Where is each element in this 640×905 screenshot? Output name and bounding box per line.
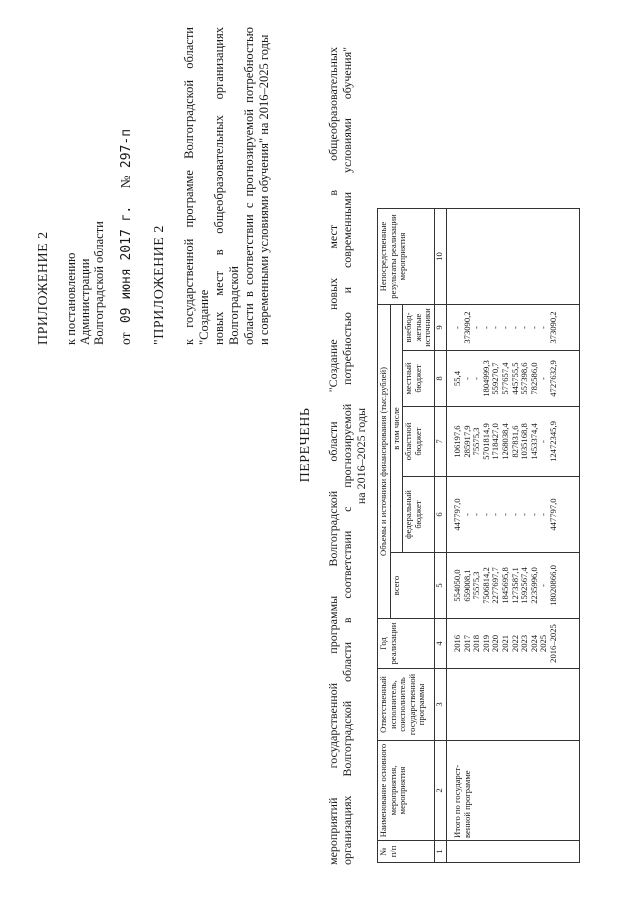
total-value: 18020866,0 xyxy=(547,565,558,606)
quote-line: и современными условиями обучения" на 2016–2025 годы xyxy=(257,34,271,345)
federal-value: - xyxy=(528,513,539,516)
regional-value: 1718427,0 xyxy=(490,423,501,460)
local-cell xyxy=(446,351,579,407)
year-value: 2018 xyxy=(471,634,482,653)
subtitle-line: на 2016–2025 годы xyxy=(354,407,368,505)
local-value: 55,4 xyxy=(451,370,462,387)
year-value: 2023 xyxy=(519,634,530,653)
number-prefix: № xyxy=(118,175,133,189)
federal-value: - xyxy=(519,513,530,516)
column-number-row xyxy=(434,209,446,863)
extra-value: - xyxy=(528,326,539,329)
column-number: 6 xyxy=(434,477,446,553)
total-value: 1273587,1 xyxy=(509,567,520,604)
local-value: 559270,7 xyxy=(490,362,501,395)
column-number: 7 xyxy=(434,407,446,477)
appendix-title: ПРИЛОЖЕНИЕ 2 xyxy=(36,231,51,345)
subtitle-line: организациях Волгоградской области в соответствии с прогнозируемой потребностью и современными условиями обучения" xyxy=(340,47,354,865)
regional-value: 285917,9 xyxy=(461,425,472,458)
total-value: - xyxy=(538,584,549,587)
federal-value: 447797,0 xyxy=(451,498,462,531)
regional-cell xyxy=(446,407,579,477)
column-number: 9 xyxy=(434,305,446,351)
local-value: - xyxy=(471,377,482,380)
regional-value: 12472345,9 xyxy=(547,421,558,462)
row-executor-cell xyxy=(446,669,579,741)
column-number: 1 xyxy=(434,841,446,863)
year-value: 2024 xyxy=(528,634,539,653)
regional-value: - xyxy=(538,440,549,443)
regional-value: 1453374,4 xyxy=(528,423,539,460)
federal-value: - xyxy=(490,513,501,516)
year-value: 2016–2025 xyxy=(547,624,558,663)
total-value: 7506814,2 xyxy=(480,567,491,604)
header-local: местный бюджет xyxy=(403,351,435,407)
column-number: 2 xyxy=(434,741,446,841)
header-including: в том числе xyxy=(390,305,403,553)
local-value: 577657,4 xyxy=(499,362,510,395)
year-value: 2020 xyxy=(490,634,501,653)
column-number: 4 xyxy=(434,619,446,669)
extra-value: - xyxy=(471,326,482,329)
year-value: 2022 xyxy=(509,634,520,653)
year-value: 2021 xyxy=(499,634,510,653)
appendix-line-1: к постановлению xyxy=(64,252,78,345)
decree-date: 09 июня 2017 г. xyxy=(119,205,134,324)
total-value: 2235996,0 xyxy=(528,567,539,604)
row-label: Итого по государст-венной программе xyxy=(446,741,579,841)
column-number: 3 xyxy=(434,669,446,741)
year-value: 2025 xyxy=(538,634,549,653)
local-value: 557398,6 xyxy=(519,362,530,395)
header-results: Непосредственные результаты реализации мероприятия xyxy=(378,209,435,305)
regional-value: 1268038,4 xyxy=(499,423,510,460)
header-activity-name: Наименование основного мероприятия, мероприятия xyxy=(378,741,435,841)
header-total: всего xyxy=(390,553,434,619)
local-value: - xyxy=(461,377,472,380)
extra-value: - xyxy=(499,326,510,329)
decree-date-line xyxy=(118,129,134,345)
local-value: 1804999,3 xyxy=(480,360,491,397)
extra-value: - xyxy=(480,326,491,329)
header-extra: внебюд-жетные источники xyxy=(403,305,435,351)
extra-cell xyxy=(446,305,579,351)
federal-value: - xyxy=(538,513,549,516)
extra-value: - xyxy=(509,326,520,329)
header-year: Год реализации xyxy=(378,619,435,669)
column-number: 5 xyxy=(434,553,446,619)
total-cell xyxy=(446,553,579,619)
date-prefix: от xyxy=(118,332,133,345)
table-row xyxy=(446,209,579,863)
row-number-cell xyxy=(446,841,579,863)
quote-line: области в соответствии с прогнозируемой потребностью xyxy=(242,27,256,345)
extra-value: 373090,2 xyxy=(461,311,472,344)
quote-title: "ПРИЛОЖЕНИЕ 2 xyxy=(152,225,167,345)
column-number: 8 xyxy=(434,351,446,407)
federal-value: - xyxy=(509,513,520,516)
federal-value: - xyxy=(461,513,472,516)
appendix-line-3: Волгоградской области xyxy=(92,221,106,345)
quote-line: новых мест в общеобразовательных организациях Волгоградской xyxy=(212,27,241,345)
regional-value: 5701814,9 xyxy=(480,423,491,460)
document-heading: ПЕРЕЧЕНЬ xyxy=(298,407,313,483)
local-value: 782586,0 xyxy=(528,362,539,395)
federal-value: 447797,0 xyxy=(547,498,558,531)
extra-value: 373090,2 xyxy=(547,311,558,344)
decree-number: 297-п xyxy=(119,128,134,169)
subtitle-line: мероприятий государственной программы Волгоградской области "Создание новых мест в общеобразовательных xyxy=(326,47,340,865)
regional-value: 106197,6 xyxy=(451,425,462,458)
extra-value: - xyxy=(490,326,501,329)
year-value: 2019 xyxy=(480,634,491,653)
extra-value: - xyxy=(451,326,462,329)
total-value: 659008,1 xyxy=(461,569,472,602)
regional-value: 1035168,8 xyxy=(519,423,530,460)
total-value: 1845695,8 xyxy=(499,567,510,604)
local-value: 445755,5 xyxy=(509,362,520,395)
total-value: 75575,3 xyxy=(471,571,482,600)
years-cell xyxy=(446,619,579,669)
header-federal: федеральный бюджет xyxy=(403,477,435,553)
local-value: 4727632,9 xyxy=(547,360,558,397)
extra-value: - xyxy=(538,326,549,329)
quote-line: к государственной программе Волгоградской области "Создание xyxy=(182,27,211,345)
appendix-line-2: Администрации xyxy=(78,258,92,345)
federal-value: - xyxy=(480,513,491,516)
header-number: № п/п xyxy=(378,841,435,863)
header-executor: Ответственный исполнитель, соисполнитель государственной программы xyxy=(378,669,435,741)
federal-value: - xyxy=(499,513,510,516)
local-value: - xyxy=(538,377,549,380)
extra-value: - xyxy=(519,326,530,329)
total-value: 1592567,4 xyxy=(519,567,530,604)
total-value: 554050,0 xyxy=(451,569,462,602)
regional-value: 75575,3 xyxy=(471,427,482,456)
federal-cell xyxy=(446,477,579,553)
funding-table xyxy=(377,208,580,863)
header-funding-group: Объемы и источники финансирования (тыс.рублей) xyxy=(378,305,391,619)
regional-value: 827831,6 xyxy=(509,425,520,458)
header-regional: областной бюджет xyxy=(403,407,435,477)
column-number: 10 xyxy=(434,209,446,305)
total-value: 2277697,7 xyxy=(490,567,501,604)
year-value: 2016 xyxy=(451,634,462,653)
federal-value: - xyxy=(471,513,482,516)
year-value: 2017 xyxy=(461,634,472,653)
results-cell xyxy=(446,209,579,305)
quote-body xyxy=(182,27,272,345)
document-subtitle xyxy=(326,47,368,865)
